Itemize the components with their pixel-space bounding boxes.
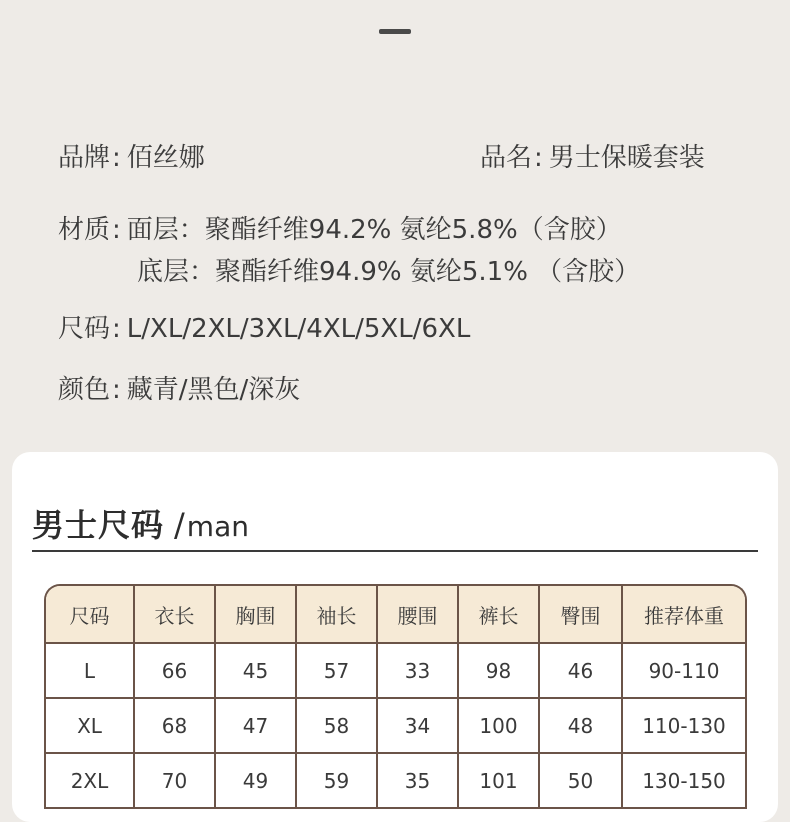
product-colon: : xyxy=(534,143,543,173)
table-cell: 66 xyxy=(134,643,215,698)
table-cell: 46 xyxy=(539,643,622,698)
header-cell: 胸围 xyxy=(215,586,296,643)
table-cell: L xyxy=(46,643,134,698)
table-cell: 58 xyxy=(296,698,377,753)
brand-row xyxy=(58,142,205,174)
table-cell: 2XL xyxy=(46,753,134,808)
color-value: 藏青/黑色/深灰 xyxy=(126,375,301,405)
brand-value: 佰丝娜 xyxy=(126,143,205,173)
table-cell: 50 xyxy=(539,753,622,808)
size-chart-card xyxy=(12,452,778,822)
header-cell: 推荐体重 xyxy=(622,586,745,643)
table-cell: 35 xyxy=(377,753,458,808)
header-cell: 臀围 xyxy=(539,586,622,643)
table-row xyxy=(46,698,745,753)
product-value: 男士保暖套装 xyxy=(548,143,705,173)
table-cell: 57 xyxy=(296,643,377,698)
title-slash: / xyxy=(174,506,185,544)
table-cell: 34 xyxy=(377,698,458,753)
color-colon: : xyxy=(112,375,121,405)
header-cell: 裤长 xyxy=(458,586,539,643)
header-cell: 衣长 xyxy=(134,586,215,643)
table-cell: 70 xyxy=(134,753,215,808)
title-underline xyxy=(32,550,758,552)
table-cell: 48 xyxy=(539,698,622,753)
table-header-row xyxy=(46,586,745,643)
table-cell: 90-110 xyxy=(622,643,745,698)
header-cell: 尺码 xyxy=(46,586,134,643)
size-label: 尺码 xyxy=(58,314,111,344)
table-cell: 68 xyxy=(134,698,215,753)
table-cell: XL xyxy=(46,698,134,753)
size-colon: : xyxy=(112,314,121,344)
table-cell: 45 xyxy=(215,643,296,698)
title-en: man xyxy=(186,510,249,543)
material-inner-row xyxy=(137,256,640,288)
top-dash-divider xyxy=(379,29,411,34)
material-outer: 面层：聚酯纤维94.2% 氨纶5.8%（含胶） xyxy=(126,215,622,245)
size-chart-title xyxy=(32,500,249,546)
material-colon: : xyxy=(112,215,121,245)
size-value: L/XL/2XL/3XL/4XL/5XL/6XL xyxy=(126,314,471,344)
table-cell: 33 xyxy=(377,643,458,698)
table-cell: 110-130 xyxy=(622,698,745,753)
table-cell: 49 xyxy=(215,753,296,808)
table-cell: 100 xyxy=(458,698,539,753)
material-row xyxy=(58,214,622,246)
color-label: 颜色 xyxy=(58,375,111,405)
material-label: 材质 xyxy=(58,215,111,245)
color-row xyxy=(58,374,300,406)
table-row xyxy=(46,643,745,698)
brand-label: 品牌 xyxy=(58,143,111,173)
table-cell: 130-150 xyxy=(622,753,745,808)
product-label: 品名 xyxy=(480,143,533,173)
product-row xyxy=(480,142,705,174)
header-cell: 袖长 xyxy=(296,586,377,643)
material-inner: 底层：聚酯纤维94.9% 氨纶5.1% （含胶） xyxy=(137,257,641,287)
table-cell: 59 xyxy=(296,753,377,808)
table-cell: 47 xyxy=(215,698,296,753)
title-zh: 男士尺码 xyxy=(32,506,165,544)
size-row xyxy=(58,313,470,345)
table-cell: 98 xyxy=(458,643,539,698)
table-cell: 101 xyxy=(458,753,539,808)
header-cell: 腰围 xyxy=(377,586,458,643)
brand-colon: : xyxy=(112,143,121,173)
size-table xyxy=(44,584,747,809)
